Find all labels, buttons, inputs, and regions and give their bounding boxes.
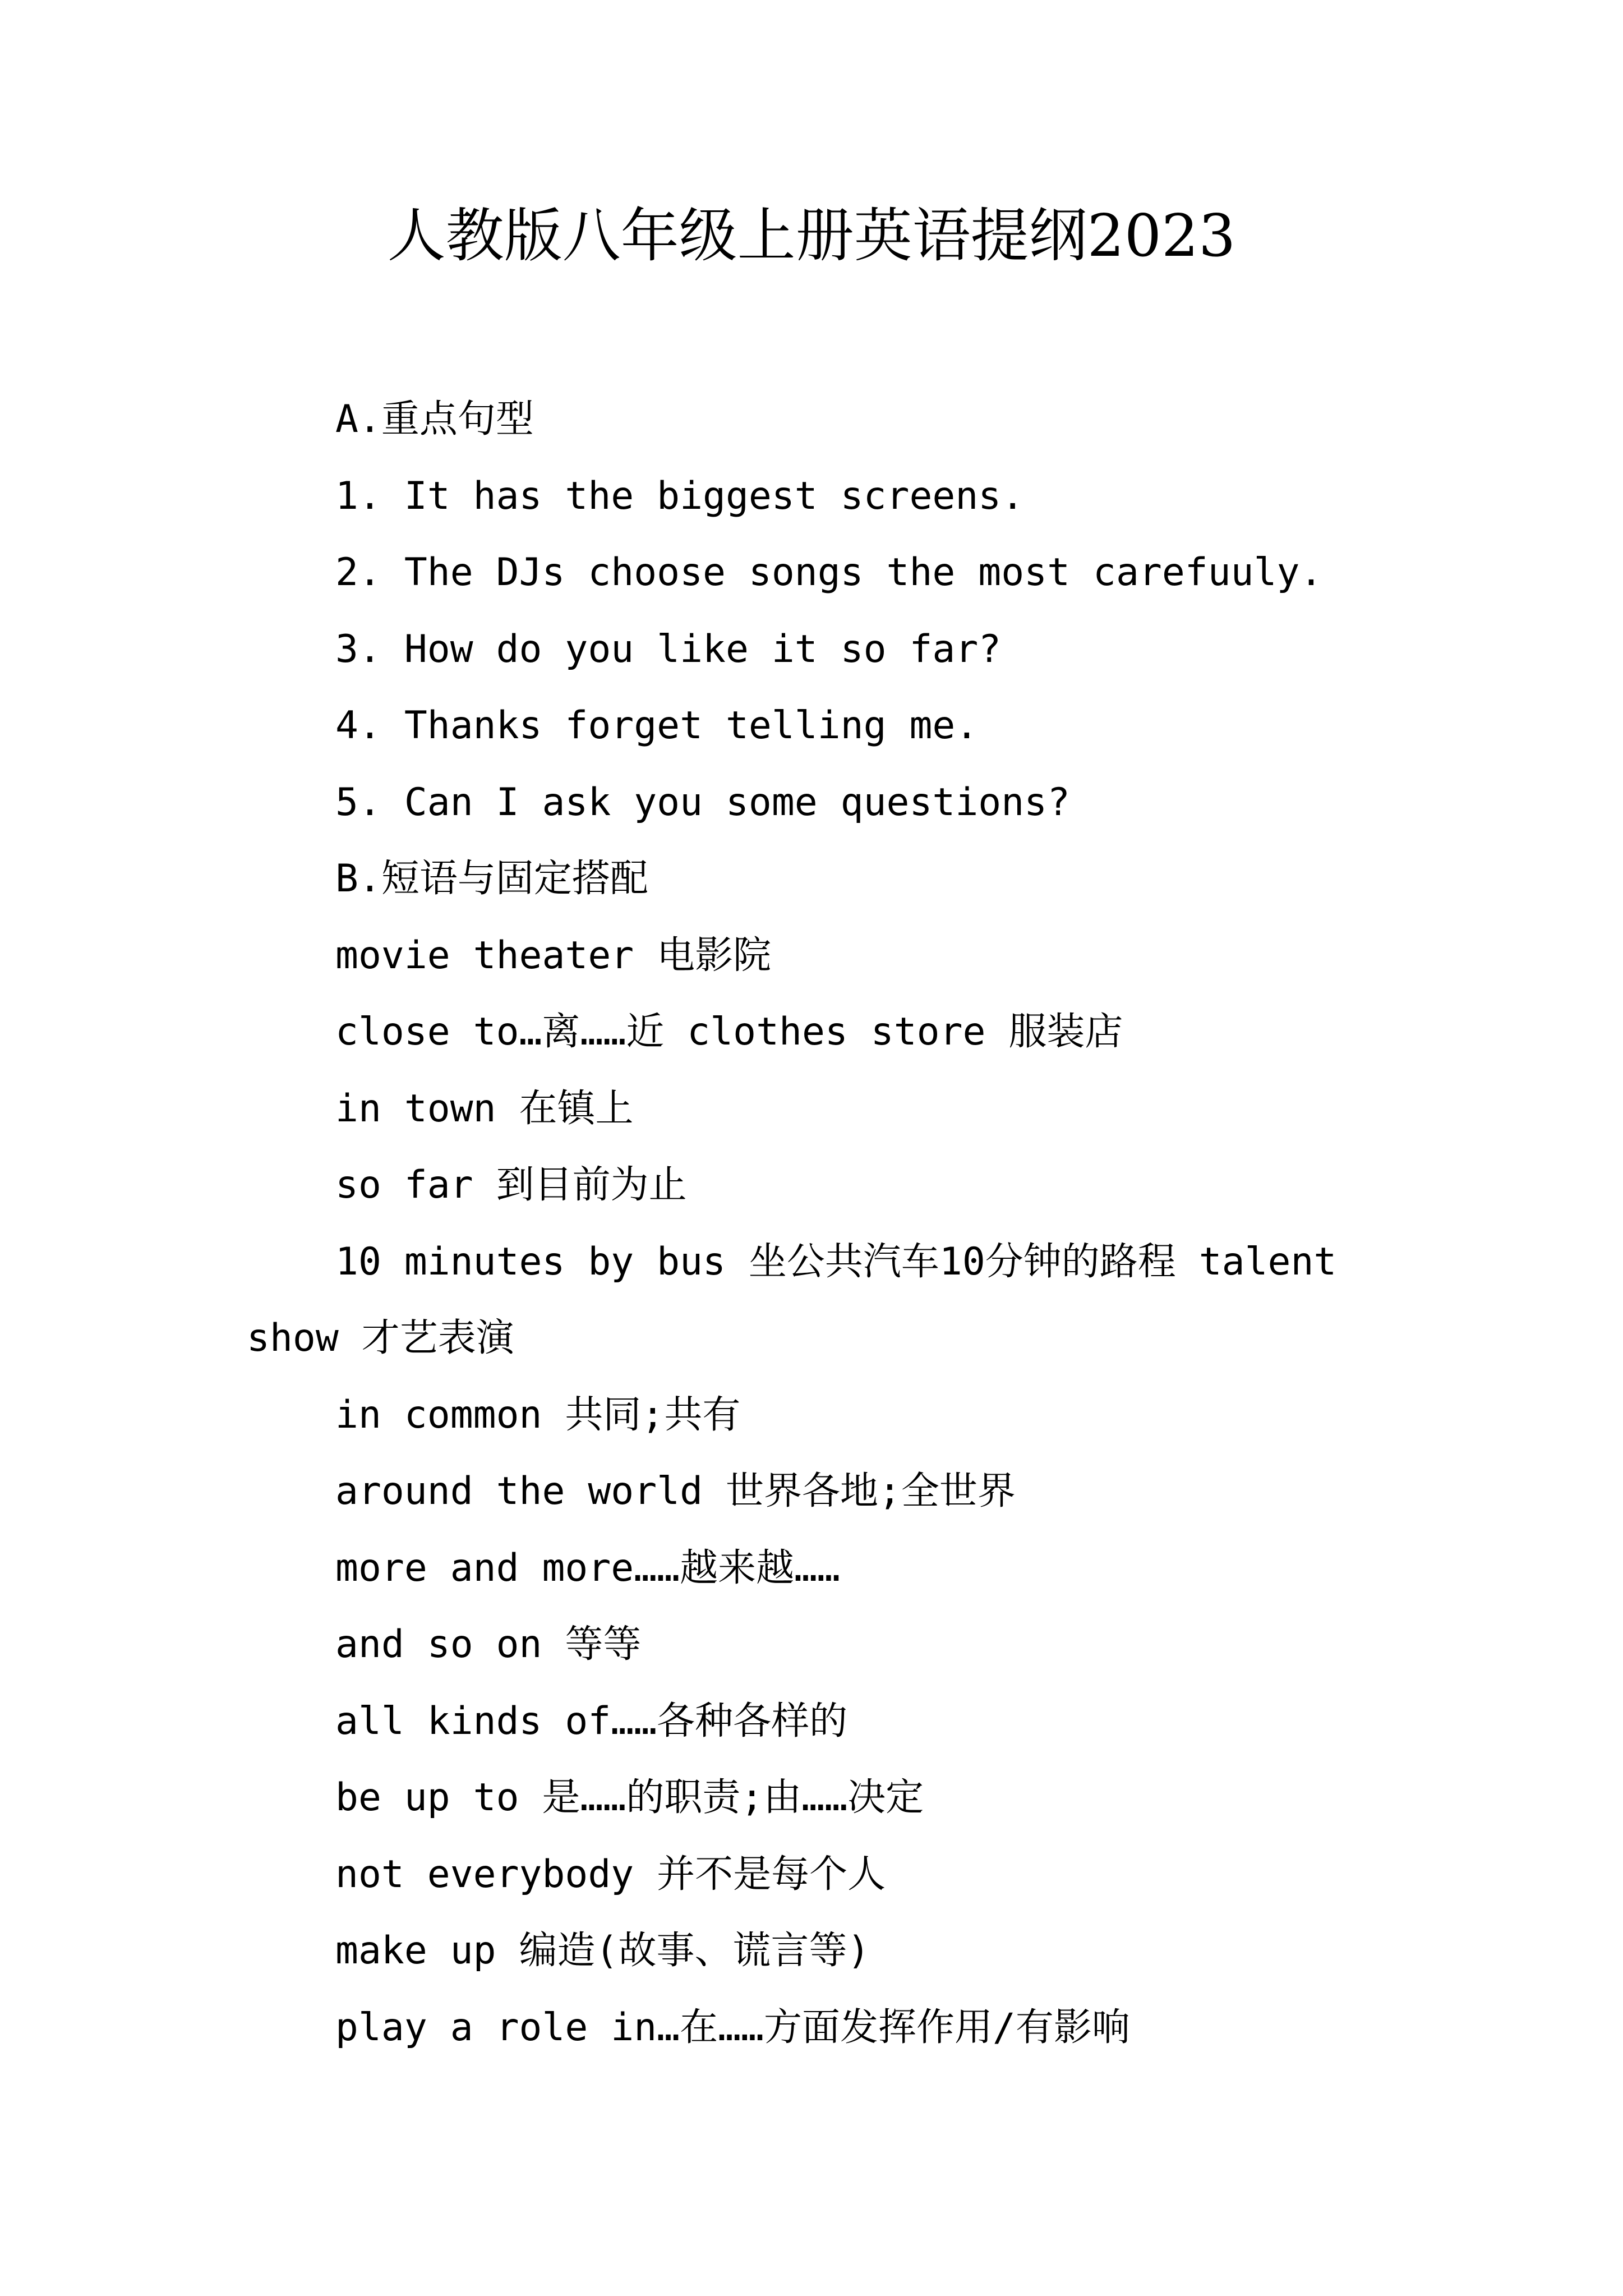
phrase-item: in town 在镇上 [335, 1086, 634, 1131]
sentence-item: 3. How do you like it so far? [335, 627, 1002, 671]
phrase-item: movie theater 电影院 [335, 933, 772, 978]
phrase-item: play a role in…在……方面发挥作用/有影响 [335, 2005, 1130, 2050]
phrase-item: around the world 世界各地;全世界 [335, 1469, 1016, 1513]
section-heading-sentence-patterns: A.重点句型 [335, 397, 534, 441]
document-title: 人教版八年级上册英语提纲2023 [387, 201, 1236, 270]
document-body [247, 381, 1380, 2066]
section-heading-phrases: B.短语与固定搭配 [335, 857, 648, 901]
phrase-item: be up to 是……的职责;由……决定 [335, 1775, 924, 1820]
phrase-item: 10 minutes by bus 坐公共汽车10分钟的路程 talent show 才艺表演 [247, 1239, 1337, 1360]
phrase-item: so far 到目前为止 [335, 1163, 687, 1207]
phrase-item: more and more……越来越…… [335, 1545, 840, 1590]
phrase-item: and so on 等等 [335, 1622, 642, 1667]
phrase-item: make up 编造(故事、谎言等) [335, 1929, 870, 1973]
sentence-item: 2. The DJs choose songs the most carefuuly. [335, 550, 1323, 595]
phrase-item: all kinds of……各种各样的 [335, 1699, 848, 1743]
phrase-item: close to…离……近 clothes store 服装店 [335, 1010, 1123, 1054]
sentence-item: 5. Can I ask you some questions? [335, 780, 1071, 825]
phrase-item: in common 共同;共有 [335, 1392, 741, 1437]
sentence-item: 4. Thanks forget telling me. [335, 703, 979, 748]
phrase-item: not everybody 并不是每个人 [335, 1852, 886, 1897]
sentence-item: 1. It has the biggest screens. [335, 473, 1025, 518]
